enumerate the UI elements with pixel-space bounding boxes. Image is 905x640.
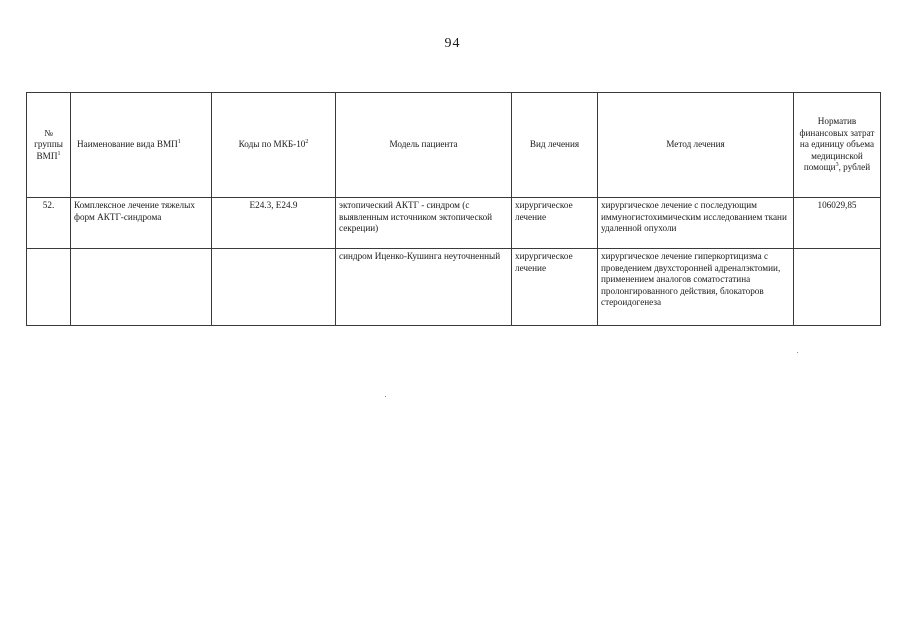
cell-group-no: 52. [27,198,71,249]
cell-mkb-codes: E24.3, E24.9 [212,198,336,249]
cell-patient-model: эктопический АКТГ - синдром (с выявленным источником эктопической секреции) [336,198,512,249]
cell-treatment-method: хирургическое лечение гиперкортицизма с проведением двухсторонней адреналэктомии, применением аналогов соматостатина пролонгированного действия, блокаторов стероидогенеза [598,249,794,326]
cell-patient-model: синдром Иценко-Кушинга неуточненный [336,249,512,326]
cell-norm-cost [794,249,881,326]
cell-vmp-name: Комплексное лечение тяжелых форм АКТГ-синдрома [71,198,212,249]
table-row [27,198,881,249]
header-norm-costs: Норматив финансовых затрат на единицу объема медицинской помощи$^3$, рублей [794,93,881,198]
cell-treatment-method: хирургическое лечение с последующим иммуногистохимическим исследованием ткани удаленной опухоли [598,198,794,249]
scan-speck [385,396,386,397]
table-header-row [27,93,881,198]
cell-group-no [27,249,71,326]
header-mkb-codes: Коды по МКБ-$10^2$ [212,93,336,198]
scan-speck [797,352,798,353]
cell-treatment-type: хирургическое лечение [512,198,598,249]
cell-vmp-name [71,249,212,326]
cell-norm-cost: 106029,85 [794,198,881,249]
page-number: 94 [444,36,461,51]
cell-treatment-type: хирургическое лечение [512,249,598,326]
header-vmp-name: Наименование вида ВМП$^1$ [71,93,212,198]
header-treatment-type: Вид лечения [512,93,598,198]
cell-mkb-codes [212,249,336,326]
header-patient-model: Модель пациента [336,93,512,198]
header-group-no: № группы ВМП$^1$ [27,93,71,198]
table-row [27,249,881,326]
vmp-table [26,92,881,326]
header-treatment-method: Метод лечения [598,93,794,198]
